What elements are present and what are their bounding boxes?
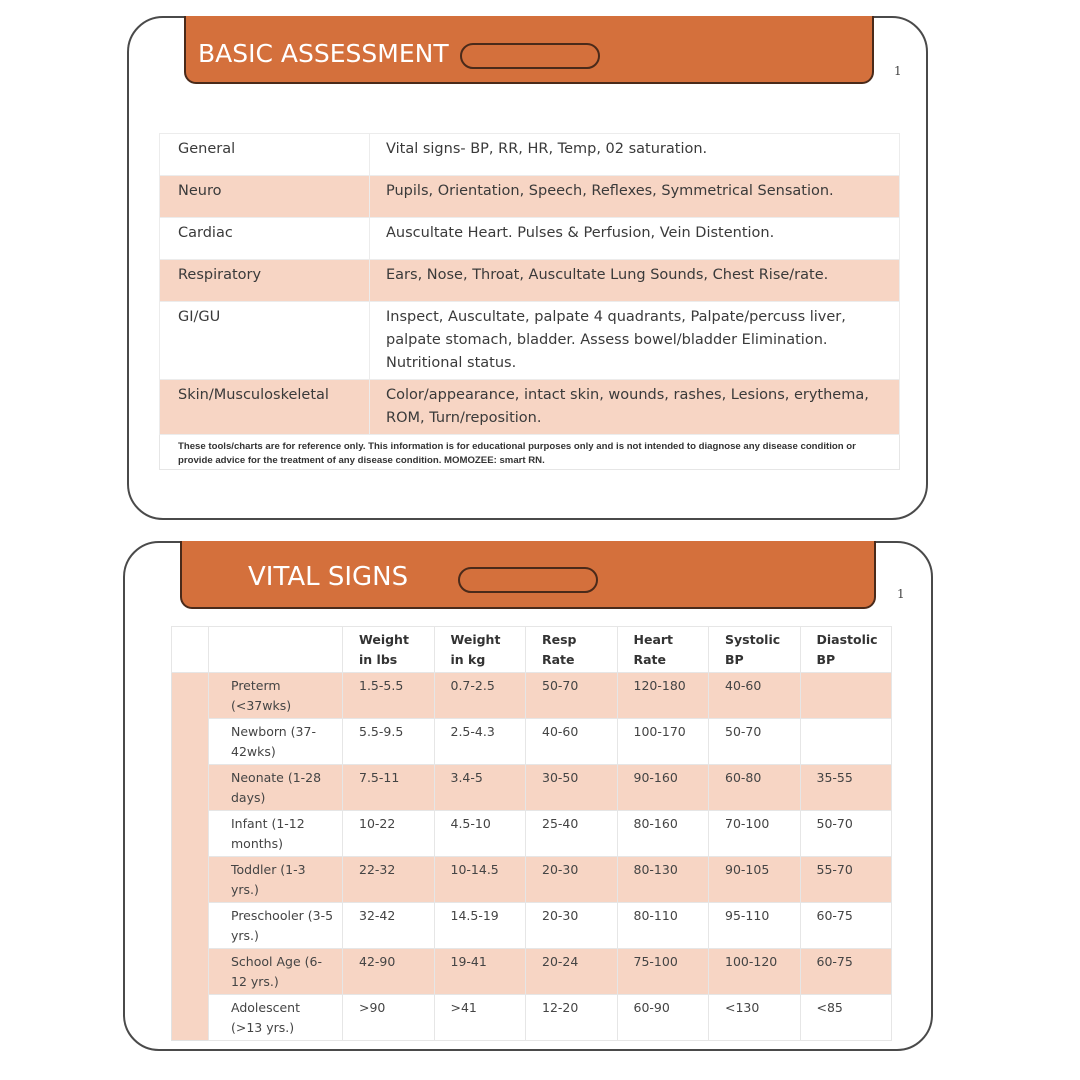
- resp-rate-cell: 20-24: [526, 949, 618, 995]
- table-row: [160, 218, 900, 260]
- header-systolic-bp: Systolic BP: [709, 627, 801, 673]
- name-slot-outline: [460, 43, 600, 69]
- age-group-cell: Neonate (1-28 days): [209, 765, 343, 811]
- vital-signs-banner: [180, 541, 876, 609]
- vital-signs-card: [123, 541, 933, 1051]
- row-edge-cell: [172, 811, 209, 857]
- resp-rate-cell: 40-60: [526, 719, 618, 765]
- age-group-cell: Preterm (<37wks): [209, 673, 343, 719]
- name-slot-outline: [458, 567, 598, 593]
- weight-lbs-cell: 1.5-5.5: [343, 673, 435, 719]
- heart-rate-cell: 100-170: [617, 719, 709, 765]
- table-row: [160, 302, 900, 380]
- details-cell: Pupils, Orientation, Speech, Reflexes, Symmetrical Sensation.: [370, 176, 900, 218]
- resp-rate-cell: 20-30: [526, 903, 618, 949]
- header-row: [172, 627, 892, 673]
- age-group-cell: Newborn (37-42wks): [209, 719, 343, 765]
- row-edge-cell: [172, 949, 209, 995]
- system-cell: General: [160, 134, 370, 176]
- table-row: [172, 995, 892, 1041]
- row-edge-cell: [172, 995, 209, 1041]
- resp-rate-cell: 30-50: [526, 765, 618, 811]
- details-cell: Color/appearance, intact skin, wounds, rashes, Lesions, erythema, ROM, Turn/reposition.: [370, 380, 900, 435]
- weight-kg-cell: 4.5-10: [434, 811, 526, 857]
- age-group-cell: Toddler (1-3 yrs.): [209, 857, 343, 903]
- details-cell: Ears, Nose, Throat, Auscultate Lung Sounds, Chest Rise/rate.: [370, 260, 900, 302]
- basic-assessment-title: BASIC ASSESSMENT: [198, 39, 449, 68]
- systolic-bp-cell: <130: [709, 995, 801, 1041]
- weight-lbs-cell: 10-22: [343, 811, 435, 857]
- table-row: [172, 811, 892, 857]
- systolic-bp-cell: 90-105: [709, 857, 801, 903]
- table-row: [172, 903, 892, 949]
- heart-rate-cell: 75-100: [617, 949, 709, 995]
- table-row: [172, 857, 892, 903]
- system-cell: Skin/Musculoskeletal: [160, 380, 370, 435]
- age-group-cell: Adolescent (>13 yrs.): [209, 995, 343, 1041]
- details-cell: Auscultate Heart. Pulses & Perfusion, Vein Distention.: [370, 218, 900, 260]
- diastolic-bp-cell: <85: [800, 995, 892, 1041]
- weight-lbs-cell: 22-32: [343, 857, 435, 903]
- system-cell: Respiratory: [160, 260, 370, 302]
- row-edge-cell: [172, 673, 209, 719]
- diastolic-bp-cell: [800, 719, 892, 765]
- vital-signs-title: VITAL SIGNS: [248, 562, 409, 592]
- header-weight-lbs: Weight in lbs: [343, 627, 435, 673]
- weight-kg-cell: 14.5-19: [434, 903, 526, 949]
- vital-signs-body: [172, 673, 892, 1041]
- resp-rate-cell: 50-70: [526, 673, 618, 719]
- table-row: [160, 380, 900, 435]
- diastolic-bp-cell: 35-55: [800, 765, 892, 811]
- weight-kg-cell: >41: [434, 995, 526, 1041]
- row-edge-cell: [172, 765, 209, 811]
- weight-kg-cell: 0.7-2.5: [434, 673, 526, 719]
- heart-rate-cell: 90-160: [617, 765, 709, 811]
- systolic-bp-cell: 95-110: [709, 903, 801, 949]
- row-edge-cell: [172, 719, 209, 765]
- header-weight-kg: Weight in kg: [434, 627, 526, 673]
- weight-kg-cell: 3.4-5: [434, 765, 526, 811]
- disclaimer-text: These tools/charts are for reference only. This information is for educational purposes only and is not intended to diagnose any disease condition or provide advice for the treatment of any disease condition. MOMOZEE: smart RN.: [159, 435, 900, 470]
- basic-assessment-card: [127, 16, 928, 520]
- diastolic-bp-cell: 60-75: [800, 903, 892, 949]
- systolic-bp-cell: 60-80: [709, 765, 801, 811]
- header-resp-rate: Resp Rate: [526, 627, 618, 673]
- systolic-bp-cell: 50-70: [709, 719, 801, 765]
- weight-lbs-cell: 32-42: [343, 903, 435, 949]
- row-edge-cell: [172, 857, 209, 903]
- header-heart-rate: Heart Rate: [617, 627, 709, 673]
- row-edge-cell: [172, 903, 209, 949]
- diastolic-bp-cell: 55-70: [800, 857, 892, 903]
- resp-rate-cell: 20-30: [526, 857, 618, 903]
- age-group-cell: Infant (1-12 months): [209, 811, 343, 857]
- system-cell: Cardiac: [160, 218, 370, 260]
- weight-lbs-cell: 7.5-11: [343, 765, 435, 811]
- weight-kg-cell: 2.5-4.3: [434, 719, 526, 765]
- page-number: 1: [894, 64, 902, 78]
- diastolic-bp-cell: 50-70: [800, 811, 892, 857]
- system-cell: Neuro: [160, 176, 370, 218]
- assessment-table: [159, 133, 900, 435]
- details-cell: Inspect, Auscultate, palpate 4 quadrants, Palpate/percuss liver, palpate stomach, bladder. Assess bowel/bladder Elimination. Nutritional status.: [370, 302, 900, 380]
- weight-lbs-cell: 5.5-9.5: [343, 719, 435, 765]
- table-row: [172, 719, 892, 765]
- table-row: [160, 260, 900, 302]
- header-age-cell: [209, 627, 343, 673]
- weight-kg-cell: 10-14.5: [434, 857, 526, 903]
- table-row: [160, 176, 900, 218]
- systolic-bp-cell: 100-120: [709, 949, 801, 995]
- weight-kg-cell: 19-41: [434, 949, 526, 995]
- heart-rate-cell: 80-160: [617, 811, 709, 857]
- heart-rate-cell: 80-110: [617, 903, 709, 949]
- header-edge-cell: [172, 627, 209, 673]
- age-group-cell: Preschooler (3-5 yrs.): [209, 903, 343, 949]
- header-diastolic-bp: Diastolic BP: [800, 627, 892, 673]
- system-cell: GI/GU: [160, 302, 370, 380]
- table-row: [160, 134, 900, 176]
- systolic-bp-cell: 70-100: [709, 811, 801, 857]
- page-number: 1: [897, 587, 905, 601]
- resp-rate-cell: 25-40: [526, 811, 618, 857]
- diastolic-bp-cell: 60-75: [800, 949, 892, 995]
- table-row: [172, 949, 892, 995]
- heart-rate-cell: 80-130: [617, 857, 709, 903]
- age-group-cell: School Age (6-12 yrs.): [209, 949, 343, 995]
- systolic-bp-cell: 40-60: [709, 673, 801, 719]
- table-row: [172, 673, 892, 719]
- heart-rate-cell: 60-90: [617, 995, 709, 1041]
- vital-signs-table: [171, 626, 892, 1041]
- resp-rate-cell: 12-20: [526, 995, 618, 1041]
- weight-lbs-cell: 42-90: [343, 949, 435, 995]
- diastolic-bp-cell: [800, 673, 892, 719]
- basic-assessment-banner: [184, 16, 874, 84]
- table-row: [172, 765, 892, 811]
- details-cell: Vital signs- BP, RR, HR, Temp, 02 saturation.: [370, 134, 900, 176]
- weight-lbs-cell: >90: [343, 995, 435, 1041]
- heart-rate-cell: 120-180: [617, 673, 709, 719]
